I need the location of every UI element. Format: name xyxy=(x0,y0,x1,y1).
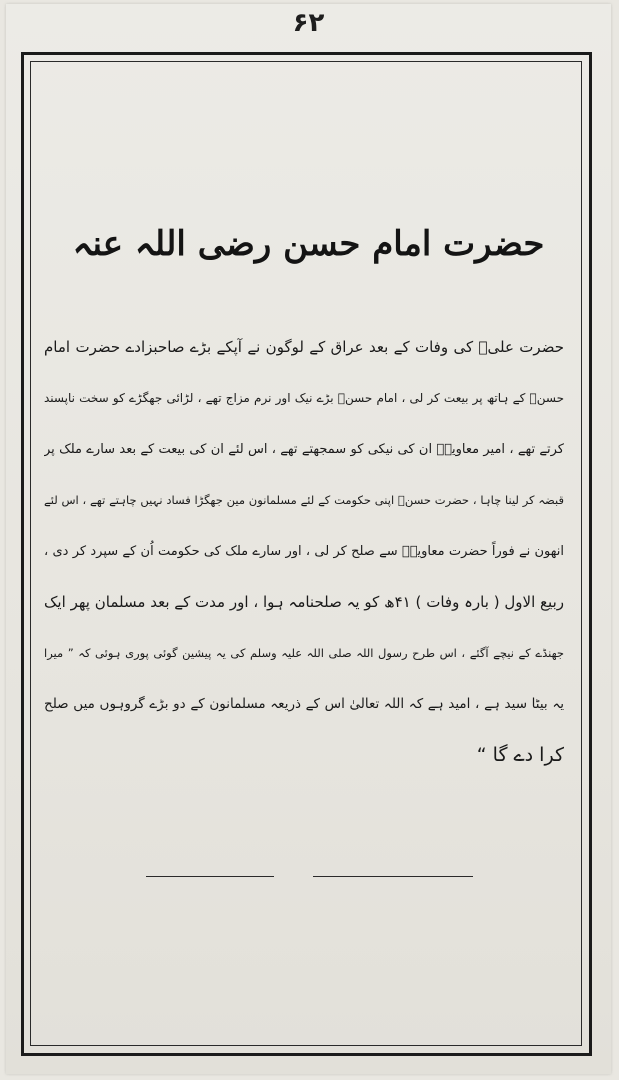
body-line: حسنؓ کے ہاتھ پر بیعت کر لی ، امام حسنؓ بڑے نیک اور نرم مزاج تھے ، لڑائی جھگڑے کو سخت ناپسند xyxy=(44,391,564,405)
section-divider-right xyxy=(313,876,473,877)
page-number: ۶۲ xyxy=(292,8,325,38)
article-body xyxy=(44,322,564,781)
book-page xyxy=(6,4,611,1074)
body-line: کرتے تھے ، امیر معاویہؓ ان کی نیکی کو سمجھتے تھے ، اس لئے ان کی بیعت کے بعد سارے ملک پر xyxy=(44,442,564,457)
section-divider-left xyxy=(146,876,274,877)
body-line: یہ بیٹا سید ہے ، امید ہے کہ اللہ تعالیٰ اس کے ذریعہ مسلمانون کے دو بڑے گروہوں میں صلح xyxy=(44,696,564,712)
body-line: ربیع الاول ( بارہ وفات ) ۴۱ھ کو یہ صلحنامہ ہوا ، اور مدت کے بعد مسلمان پھر ایک xyxy=(44,593,564,611)
body-line: حضرت علیؓ کی وفات کے بعد عراق کے لوگون نے آپکے بڑے صاحبزادے حضرت امام xyxy=(44,338,564,356)
body-line: جھنڈے کے نیچے آگئے ، اس طرح رسول اللہ صلی اللہ علیہ وسلم کی یہ پیشین گوئی پوری ہوئی کہ ” میرا xyxy=(44,646,564,660)
chapter-title: حضرت امام حسن رضی اللہ عنہ xyxy=(72,224,545,264)
body-line: قبضہ کر لینا چاہا ، حضرت حسنؓ اپنی حکومت کے لئے مسلمانون مین جھگڑا فساد نہیں چاہتے تھے ، اس لئے xyxy=(44,493,564,507)
body-line: انھون نے فوراً حضرت معاویہؓ سے صلح کر لی ، اور سارے ملک کی حکومت اُن کے سپرد کر دی ، xyxy=(44,544,564,559)
body-line: کرا دے گا “ xyxy=(476,744,564,766)
